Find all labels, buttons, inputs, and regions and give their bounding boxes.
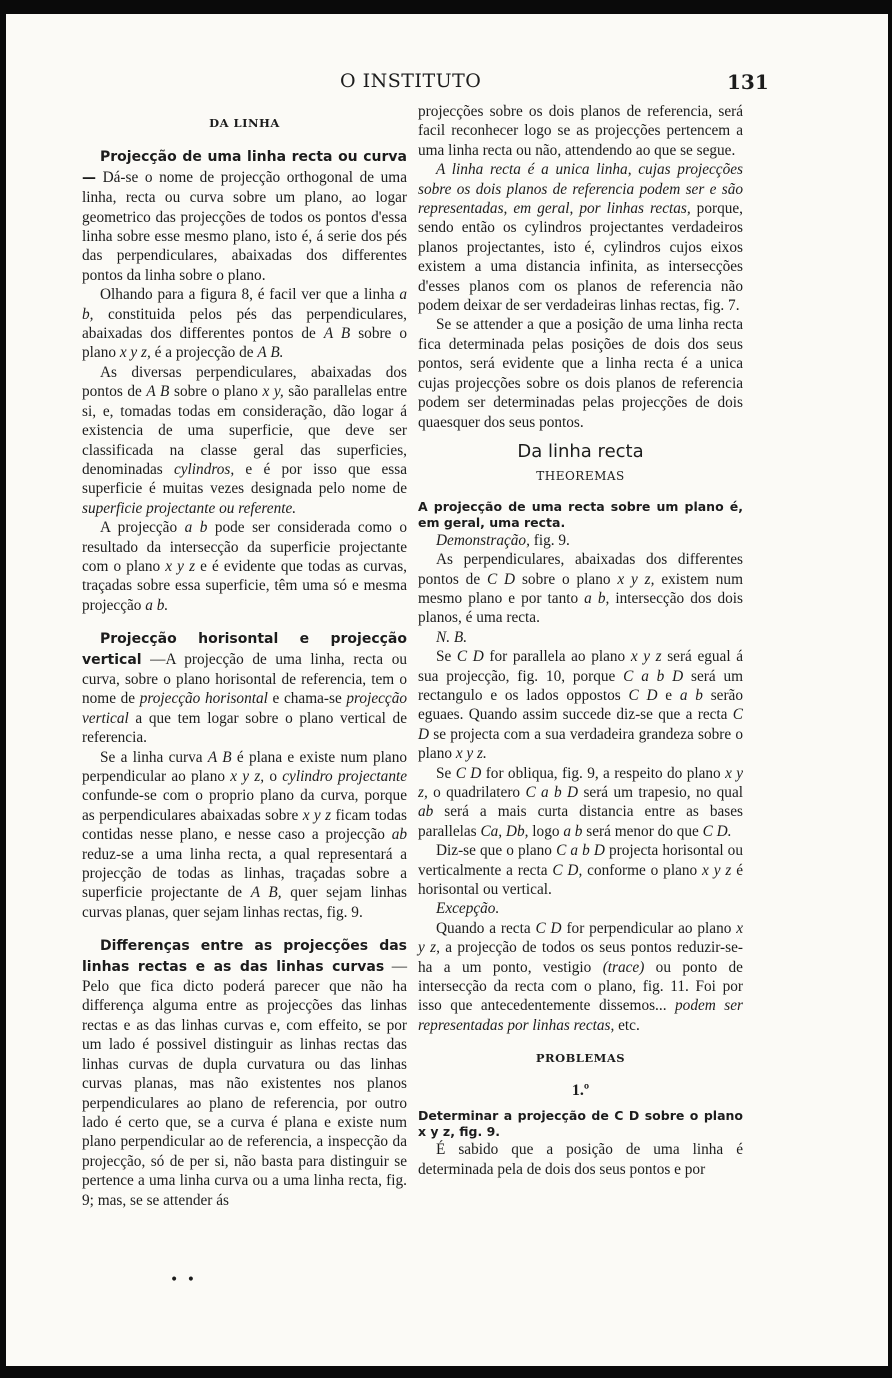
paragraph-parallela: Se C D for parallela ao plano x y z será egual á sua projecção, fig. 10, porque C a b D será um rectangulo e os lados oppostos C D e a b serão eguaes. Quando assim succede diz-se que a recta C D se projecta com a sua verdadeira grandeza sobre o plano x y z. xyxy=(418,648,743,763)
paragraph-text: Dá-se o nome de projecção orthogonal de uma linha, recta ou curva sobre um plano, ao logar geometrico das projecções de todos os pontos d'essa linha sobre esse mesmo plano, isto é, á serie dos pés das perpendiculares, abaixadas dos differentes pontos da linha sobre o plano. xyxy=(82,168,407,284)
paragraph-curva-plana: Se a linha curva A B é plana e existe num plano perpendicular ao plano x y z, o cylindro projectante confunde-se com o proprio plano da curva, porque as perpendiculares abaixadas sobre x y z ficam todas contidas nesse plano, e nesse caso a projecção ab reduz-se a uma linha recta, a qual representará a projecção de todas as linhas, traçadas sobre a superficie projectante de A B, quer sejam linhas curvas planas, quer sejam linhas rectas, fig. 9. xyxy=(82,748,408,921)
problem-number: 1.º xyxy=(571,1081,590,1099)
scan-border-bottom xyxy=(0,1366,892,1378)
excepcao-line: Excepção. xyxy=(436,900,500,918)
paragraph-spacer xyxy=(82,615,407,629)
paragraph-perpendiculares: As diversas perpendiculares, abaixadas dos pontos de A B sobre o plano x y, são parallelas entre si, e, tomadas todas em consideração, dão logar á existencia de uma superficie, que deve ser classificada na classe geral das superficies, denominadas cylindros, e é por isso que essa superficie é muitas vezes designada pelo nome de superficie projectante ou referente. xyxy=(82,363,407,517)
paragraph-spacer xyxy=(82,922,407,936)
paragraph-title: Differenças entre as projecções das linhas rectas e as das linhas curvas xyxy=(82,938,407,975)
paragraph-horisontal-vertical: Projecção horisontal e projecção vertical —A projecção de uma linha, recta ou curva, sobre o plano horisontal de referencia, tem o nome de projecção horisontal e chama-se projecção vertical a que tem logar sobre o plano vertical de referencia. xyxy=(82,631,407,747)
scan-border-right xyxy=(888,0,892,1378)
paragraph-obliqua: Se C D for obliqua, fig. 9, a respeito do plano x y z, o quadrilatero C a b D será um trapesio, no qual ab será a mais curta distancia entre as bases parallelas Ca, Db, logo a b será menor do que C D. xyxy=(418,764,744,840)
right-column xyxy=(418,102,743,1179)
bottom-dots: • • xyxy=(170,1272,197,1288)
left-column xyxy=(82,110,407,1210)
paragraph-differencas: Differenças entre as projecções das linhas rectas e as das linhas curvas — Pelo que fica dicto poderá parecer que não ha differença alguma entre as projecções das linhas rectas e as das linhas curvas e, com effeito, se por um lado é possivel distinguir as linhas rectas das linhas curvas de dupla curvatura ou das linhas curvas planas, mas não existentes nos planos perpendiculares ao plano de referencia, por outro lado é certo que, se a curva é plana e existe num plano perpendicular ao de referencia, a inspecção da projecção, só de per si, não basta para distinguir se pertence a uma linha curva ou a uma linha recta, fig. 9; mas, se se attender ás xyxy=(82,938,407,1209)
paragraph-figura-8: Olhando para a figura 8, é facil ver que a linha a b, constituida pelos pés das perpendiculares, abaixadas dos differentes pontos de A B sobre o plano x y z, é a projecção de A B. xyxy=(82,286,407,362)
heading-theoremas: THEOREMAS xyxy=(536,469,625,484)
running-header-title: O INSTITUTO xyxy=(340,70,482,92)
paragraph-posicao-linha: É sabido que a posição de uma linha é determinada pela de dois dos seus pontos e por xyxy=(418,1141,743,1178)
theorem-statement: A projecção de uma recta sobre um plano é, em geral, uma recta. xyxy=(418,498,743,530)
problem-statement: Determinar a projecção de C D sobre o plano x y z, fig. 9. xyxy=(418,1108,743,1140)
page-number: 131 xyxy=(727,70,769,94)
section-heading-da-linha-recta: Da linha recta xyxy=(517,440,644,462)
paragraph-posicao: Se se attender a que a posição de uma linha recta fica determinada pelas posições de dois dos seus pontos, será evidente que a linha recta é a unica cujas projecções sobre os dois planos de referencia podem ser determinadas pelas projecções de dois quaesquer dos seus pontos. xyxy=(418,316,743,431)
paragraph-continuation: projecções sobre os dois planos de referencia, será facil reconhecer logo se as projecções pertencem a uma linha recta ou não, attendendo ao que se segue. xyxy=(418,103,743,159)
section-heading-da-linha: DA LINHA xyxy=(209,116,280,130)
paragraph-projecta-horisontal: Diz-se que o plano C a b D projecta horisontal ou verticalmente a recta C D, conforme o plano x y z é horisontal ou vertical. xyxy=(418,842,743,899)
paragraph-projeccao-definicao xyxy=(82,147,407,285)
nota-bene: N. B. xyxy=(436,628,468,646)
heading-problemas: PROBLEMAS xyxy=(535,1051,626,1066)
scan-border-top xyxy=(0,0,892,14)
paragraph-perpendiculares-cd: As perpendiculares, abaixadas dos differentes pontos de C D sobre o plano x y z, existem num mesmo plano e por tanto a b, intersecção dos dois planos, é uma recta. xyxy=(418,551,743,627)
paragraph-perpendicular-plano: Quando a recta C D for perpendicular ao plano x y z, a projecção de todos os seus pontos reduzir-se-ha a um ponto, vestigio (trace) ou ponto de intersecção da recta com o plano, fig. 11. Foi por isso que antecedentemente dissemos... podem ser representadas por linhas rectas, etc. xyxy=(418,919,744,1034)
paragraph-title: Projecção de uma linha recta ou curva — xyxy=(82,149,407,186)
paragraph-interseccao: A projecção a b pode ser considerada como o resultado da intersecção da superficie projectante com o plano x y z e é evidente que todas as curvas, traçadas sobre essa superficie, têm uma só e mesma projecção a b. xyxy=(82,519,408,614)
paragraph-title: Projecção horisontal e projecção vertical xyxy=(82,631,407,668)
paragraph-linha-recta-unica: A linha recta é a unica linha, cujas projecções sobre os dois planos de referencia podem ser e são representadas, em geral, por linhas rectas, porque, sendo então os cylindros projectantes verdadeiros planos projectantes, isto é, cylindros cujos eixos existem a uma distancia infinita, as intersecções d'esses planos com os planos de referencia não podem deixar de ser verdadeiras linhas rectas, fig. 7. xyxy=(418,161,743,315)
demonstracao-line: Demonstração, fig. 9. xyxy=(436,531,570,549)
